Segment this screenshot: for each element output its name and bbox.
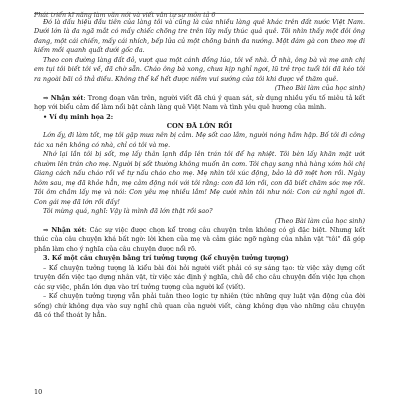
story-title: CON ĐÃ LỚN RỒI [166,121,233,130]
remark-label: ⇒ Nhận xét [43,225,85,234]
source-citation: (Theo Bài làm của học sinh) [274,84,365,93]
paragraph-return-home: Theo con đường làng đất đỏ, vượt qua một cánh đồng lúa, tôi về nhà. Ở nhà, ông bà và mẹ anh chị em tụi tôi biết tôi về, đã chờ sẵn. Cháo ông bà xong, chưa kịp nghỉ ngơi, lũ trẻ trọc tuổi tôi đã kéo tôi ra ngoài bãi cỏ thả diều. Không thể kể hết được niềm vui sướng của tôi khi được về thăm quê. [34,55,365,83]
story-paragraph: Nhớ lại lần tôi bị sốt, mẹ lấy thân lạnh đắp lên trán tôi để hạ nhiệt. Tôi bèn lấy khăn mặt ướt chườm lên trán cho mẹ. Người bị sốt thường không muốn ăn cơm. Tôi chạy sang nhà hàng xóm hỏi chị Giang cách nấu cháo rồi về tự nấu cháo cho mẹ. Mẹ nhìn tôi xúc động, bảo là đỡ mệt hơn rồi. Ngày hôm sau, mẹ đã khỏe hẳn, mẹ cảm động nói với tôi rằng: con đã lớn rồi, con đã biết chăm sóc mẹ rồi. Tôi ôm chầm lấy mẹ và nói: Con yêu mẹ nhiều lắm! Mẹ cười nhìn tôi như nói: Con cứ nghỉ ngơi đi. Con gái mẹ đã lớn rồi đấy! [34,150,365,206]
header-title: Phát triển kĩ năng làm văn nói và viết văn tự sự môn tả 6 [34,12,216,19]
example-label: • Ví dụ minh họa 2: [43,112,114,121]
remark-paragraph [34,94,365,113]
page-number: 10 [34,388,43,396]
source-citation: (Theo Bài làm của học sinh) [274,216,365,225]
running-header [34,2,364,19]
story-paragraph: Lớn ấy, đi làm tốt, mẹ tôi gặp mưa nên bị cảm. Mẹ sốt cao lắm, người nóng hầm hập. Bố tôi đi công tác xa nên không có nhà, chỉ có tôi và mẹ. [34,131,365,149]
section-paragraph: – Kể chuyện tưởng tượng là kiểu bài đòi hỏi người viết phải có sự sáng tạo: từ việc xây dựng cốt truyện đến việc tạo dựng nhân vật, từ việc xác định ý nghĩa, chủ đề cho câu chuyện đến việc lựa chọn các sự việc, phần lớn dựa vào trí tưởng tượng của người kể (viết). [34,263,365,291]
section-heading: 3. Kể một câu chuyện bằng trí tưởng tượng (kể chuyện tưởng tượng) [43,254,289,263]
section-paragraph: – Kể chuyện tưởng tượng vẫn phải tuân theo logic tự nhiên (tức những quy luật vận động của đời sống) chứ không dựa vào suy nghĩ chủ quan của người viết, càng không dựa vào những câu chuyện đã có thể thoát ly hẳn. [34,292,365,320]
remark-text: : Các sự việc được chọn kể trong câu chuyện trên không có gì đặc biệt. Nhưng kết thúc của câu chuyện khá bất ngờ: lời khen của mẹ và cảm giác ngỡ ngàng của nhân vật "tôi" đã góp phần làm cho ý nghĩa của câu chuyện được nổi rõ. [34,225,365,253]
story-paragraph: Tôi mừng quá, nghĩ: Vậy là mình đã lớn thật rồi sao? [43,207,213,216]
remark-label: ⇒ Nhận xét [43,93,84,102]
remark-paragraph [34,226,365,254]
remark-text: : Trong đoạn văn trên, người viết đã chú ý quan sát, sử dụng nhiều yếu tố miêu tả kết hợp với biểu cảm để làm nổi bật cảnh làng quê Việt Nam và tình yêu quê hương của mình. [34,93,365,112]
paragraph-intro: Đó là dấu hiệu đầu tiên của làng tôi và cũng là của nhiều làng quê khác trên đất nước Việt Nam. Dưới lớn là đa ngã mắt có mấy chiếc chõng tre trên lũy mấy thúc quả quê. Tôi nhìn thấy một đôi ông đang, một cái chiến, mấy cái nhích, bếp lửa củ một chõng bánh đa nướng. Một đám gà con theo mẹ đi kiếm mồi quanh quất dưới gốc đa. [34,18,365,55]
page-body [34,18,365,321]
